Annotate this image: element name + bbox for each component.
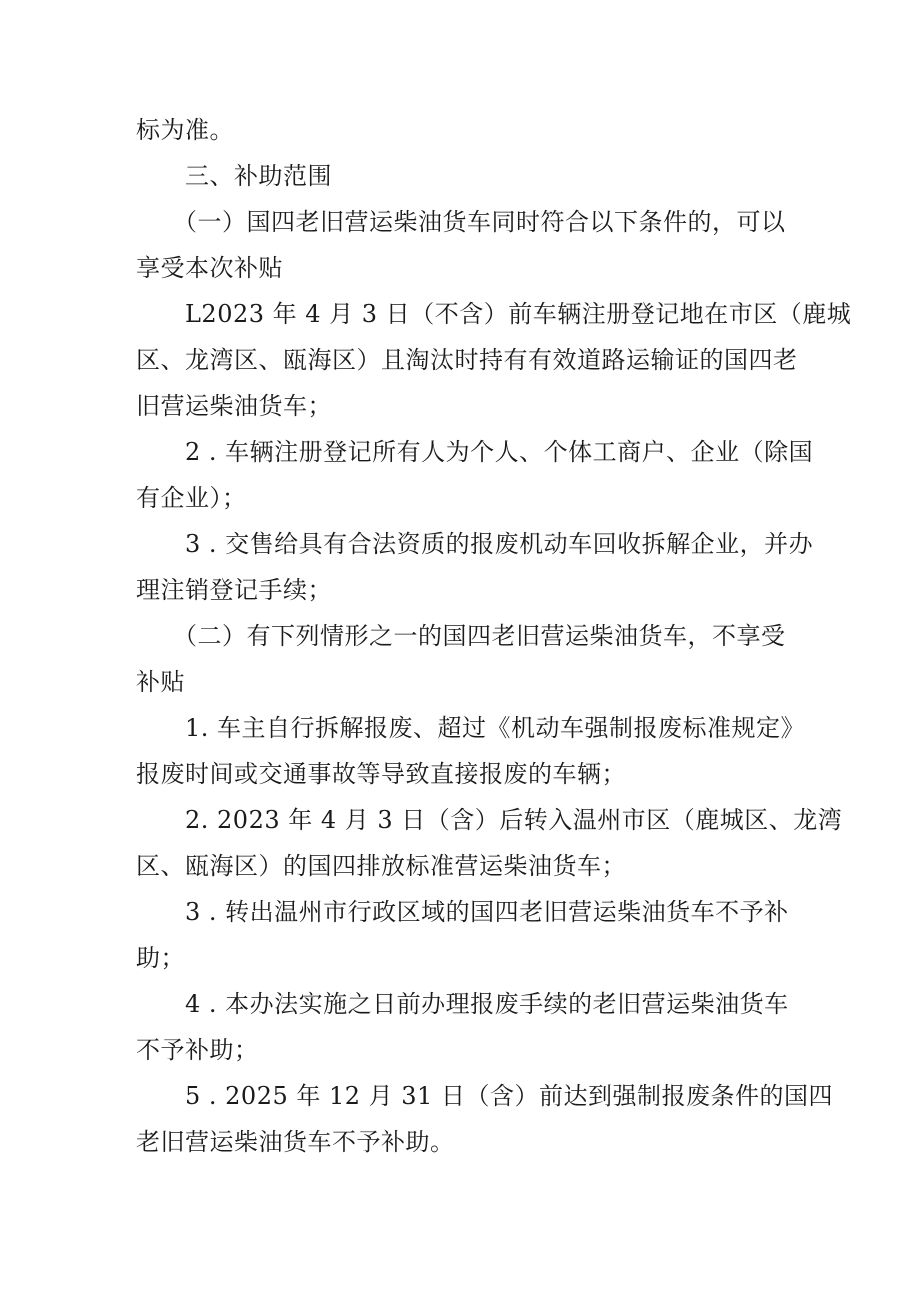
excluded-item-3	[136, 889, 789, 981]
subsection-excluded-heading	[136, 613, 786, 705]
text-line: L2023 年 4 月 3 日（不含）前车辆注册登记地在市区（鹿城	[136, 300, 852, 328]
text-line: 区、瓯海区）的国四排放标准营运柴油货车；	[136, 852, 626, 880]
text-line: （一）国四老旧营运柴油货车同时符合以下条件的，可以	[136, 208, 786, 236]
eligible-item-1	[136, 291, 852, 429]
excluded-item-4	[136, 981, 789, 1073]
text-line: 理注销登记手续；	[136, 576, 332, 604]
text-line: 2. 2023 年 4 月 3 日（含）后转入温州市区（鹿城区、龙湾	[136, 806, 843, 834]
text-line: 报废时间或交通事故等导致直接报废的车辆；	[136, 760, 626, 788]
text-line: 三、补助范围	[136, 162, 332, 190]
text-line: 5 . 2025 年 12 月 31 日（含）前达到强制报废条件的国四	[136, 1082, 833, 1110]
text-line: 1. 车主自行拆解报废、超过《机动车强制报废标准规定》	[136, 714, 806, 742]
eligible-item-3	[136, 521, 814, 613]
text-line: 享受本次补贴	[136, 254, 283, 282]
text-line: 补贴	[136, 668, 185, 696]
text-line: 4 . 本办法实施之日前办理报废手续的老旧营运柴油货车	[136, 990, 789, 1018]
excluded-item-2	[136, 797, 843, 889]
text-line: （二）有下列情形之一的国四老旧营运柴油货车，不享受	[136, 622, 786, 650]
text-line: 助；	[136, 944, 185, 972]
text-line: 3 . 交售给具有合法资质的报废机动车回收拆解企业，并办	[136, 530, 814, 558]
text-line: 3 . 转出温州市行政区域的国四老旧营运柴油货车不予补	[136, 898, 789, 926]
text-line: 区、龙湾区、瓯海区）且淘汰时持有有效道路运输证的国四老	[136, 346, 798, 374]
text-line: 有企业）；	[136, 484, 247, 512]
excluded-item-5	[136, 1073, 833, 1165]
eligible-item-2	[136, 429, 814, 521]
text-line: 老旧营运柴油货车不予补助。	[136, 1128, 455, 1156]
excluded-item-1	[136, 705, 806, 797]
text-line: 旧营运柴油货车；	[136, 392, 332, 420]
text-line: 不予补助；	[136, 1036, 259, 1064]
text-line: 2 . 车辆注册登记所有人为个人、个体工商户、企业（除国	[136, 438, 814, 466]
subsection-eligible-heading	[136, 199, 786, 291]
text-line: 标为准。	[136, 116, 234, 144]
section-heading-subsidy-scope	[136, 153, 776, 199]
paragraph-continuation	[136, 107, 776, 153]
